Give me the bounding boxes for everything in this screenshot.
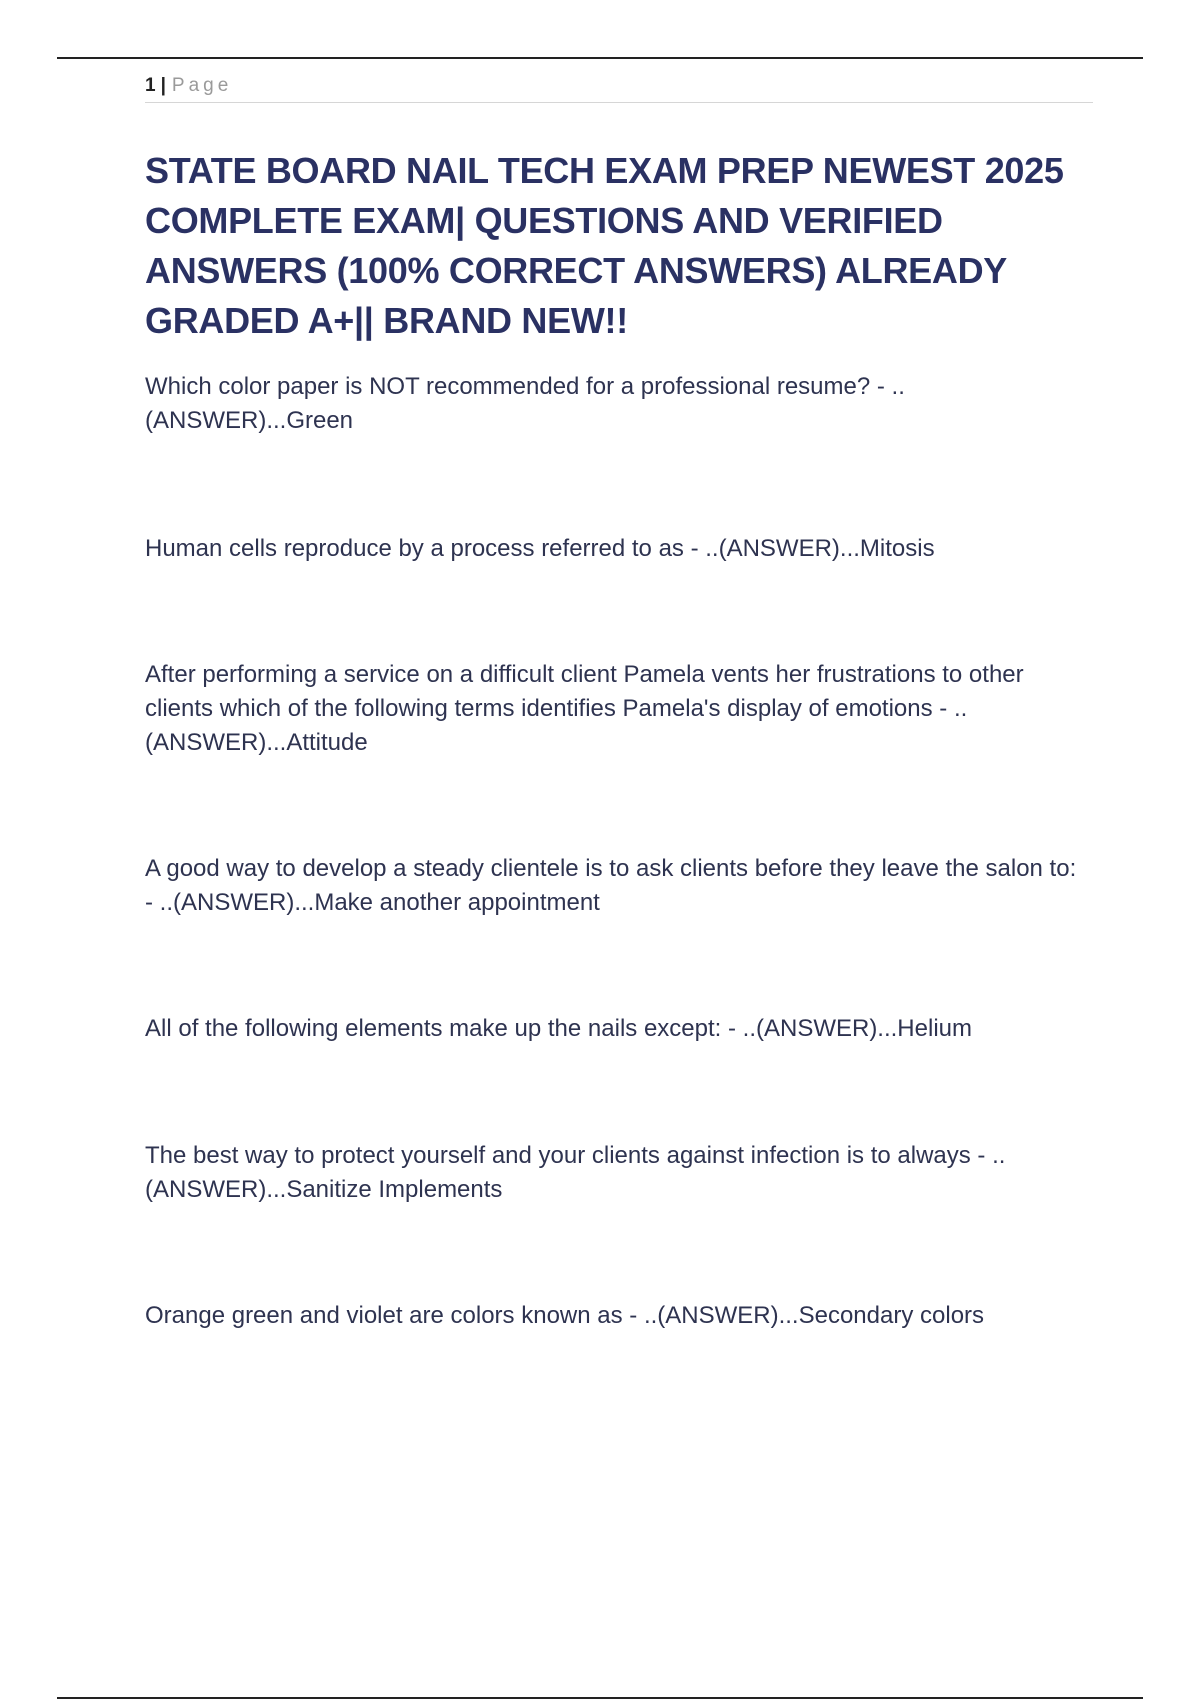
bottom-border-line — [57, 1697, 1143, 1699]
question-answer-6: The best way to protect yourself and your clients against infection is to always - ..(ANSWER)...Sanitize Implements — [145, 1142, 1006, 1203]
question-answer-3: After performing a service on a difficult client Pamela vents her frustrations to other clients which of the following terms identifies Pamela's display of emotions - ..(ANSWER)...Attitude — [145, 661, 1024, 756]
question-answer-5: All of the following elements make up the nails except: - ..(ANSWER)...Helium — [145, 1015, 972, 1042]
question-answer-7: Orange green and violet are colors known as - ..(ANSWER)...Secondary colors — [145, 1302, 985, 1329]
question-answer-4: A good way to develop a steady clientele is to ask clients before they leave the salon to: - ..(ANSWER)...Make another appointment — [145, 855, 1077, 916]
page-number: 1 — [145, 75, 156, 96]
page-separator: | — [160, 75, 166, 96]
top-border-line — [57, 57, 1143, 59]
document-title: STATE BOARD NAIL TECH EXAM PREP NEWEST 2025 COMPLETE EXAM| QUESTIONS AND VERIFIED ANSWERS (100% CORRECT ANSWERS) ALREADY GRADED A+|| BRAND NEW!! — [145, 150, 1064, 341]
question-answer-1: Which color paper is NOT recommended for a professional resume? - ..(ANSWER)...Green — [145, 373, 905, 434]
page-header — [145, 74, 1093, 103]
page-label: Page — [171, 75, 233, 96]
question-answer-2: Human cells reproduce by a process referred to as - ..(ANSWER)...Mitosis — [145, 535, 935, 562]
